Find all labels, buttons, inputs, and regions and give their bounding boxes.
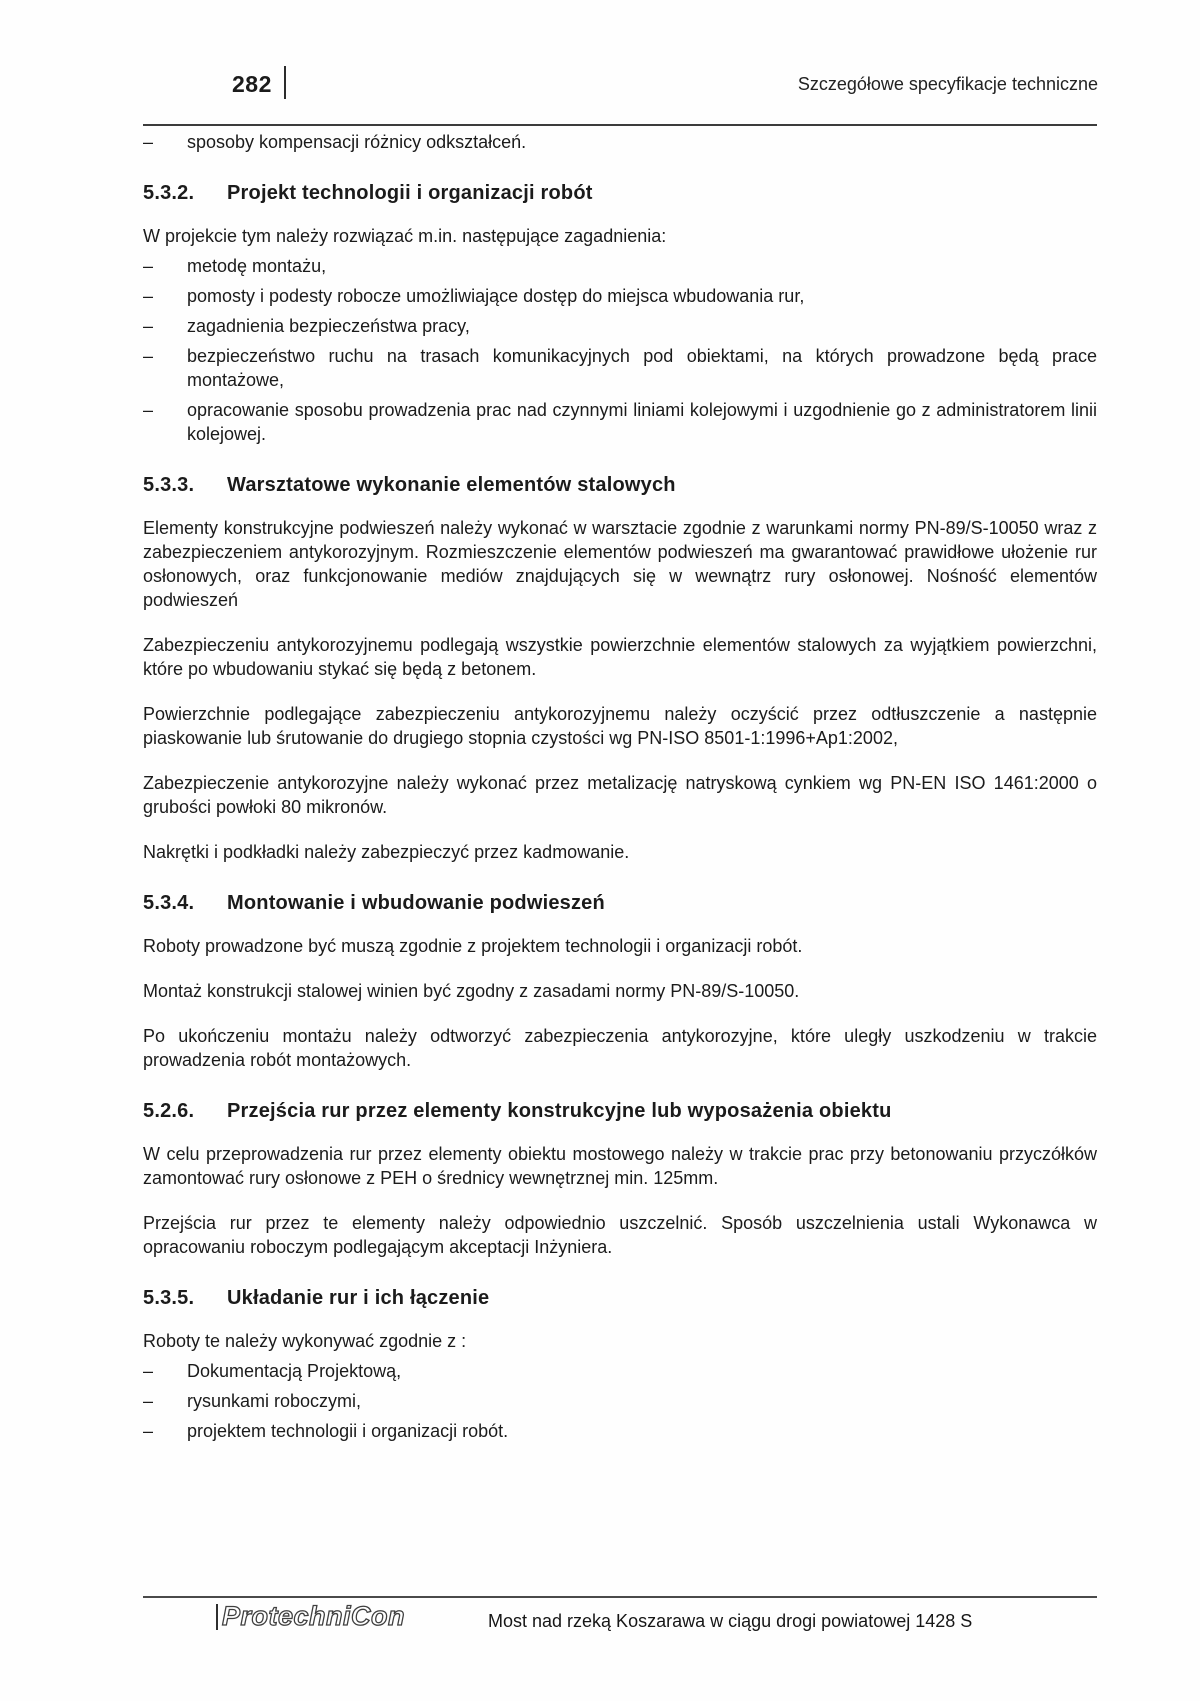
list-item	[143, 284, 1097, 308]
section-title: Przejścia rur przez elementy konstrukcyjne lub wyposażenia obiektu	[227, 1100, 892, 1122]
document-body	[143, 0, 1097, 1464]
dash-bullet: –	[143, 316, 154, 336]
list-item-text: bezpieczeństwo ruchu na trasach komunikacyjnych pod obiektami, na których prowadzone będą prace montażowe,	[187, 346, 1097, 390]
dash-bullet: –	[143, 256, 154, 276]
dash-bullet: –	[143, 1361, 154, 1381]
list-item	[143, 1389, 1097, 1413]
paragraph: Nakrętki i podkładki należy zabezpieczyć przez kadmowanie.	[143, 842, 630, 862]
section-heading	[143, 472, 1097, 498]
list-item-text: zagadnienia bezpieczeństwa pracy,	[187, 316, 470, 336]
paragraph: Powierzchnie podlegające zabezpieczeniu antykorozyjnemu należy oczyścić przez odtłuszczenie a następnie piaskowanie lub śrutowanie do drugiego stopnia czystości wg PN-ISO 8501-1:1996+Ap1:2002,	[143, 704, 1097, 748]
list-item-text: projektem technologii i organizacji robót.	[187, 1421, 509, 1441]
paragraph: Po ukończeniu montażu należy odtworzyć zabezpieczenia antykorozyjne, które uległy uszkodzeniu w trakcie prowadzenia robót montażowych.	[143, 1026, 1097, 1070]
list-item	[143, 1359, 1097, 1383]
dash-bullet: –	[143, 400, 154, 420]
section-heading	[143, 180, 1097, 206]
dash-bullet: –	[143, 1391, 154, 1411]
list-item	[143, 344, 1097, 392]
dash-bullet: –	[143, 132, 154, 152]
section-title: Warsztatowe wykonanie elementów stalowych	[227, 474, 676, 496]
section-number: 5.3.3.	[143, 474, 195, 496]
company-logo: ProtechniCon	[222, 1601, 406, 1631]
paragraph: Elementy konstrukcyjne podwieszeń należy wykonać w warsztacie zgodnie z warunkami normy PN-89/S-10050 wraz z zabezpieczeniem antykorozyjnym. Rozmieszczenie elementów podwieszeń ma gwarantować prawidłowe ułożenie rur osłonowych, oraz funkcjonowanie mediów znajdujących się w wewnątrz rury osłonowej. Nośność elementów podwieszeń	[143, 518, 1097, 610]
list-item-text: Dokumentacją Projektową,	[187, 1361, 402, 1381]
section-heading	[143, 1285, 1097, 1311]
footer-project-title: Most nad rzeką Koszarawa w ciągu drogi powiatowej 1428 S	[488, 1611, 973, 1631]
dash-list	[143, 254, 1097, 446]
footer-rule	[143, 1596, 1097, 1598]
section-title: Układanie rur i ich łączenie	[227, 1287, 490, 1309]
list-item-text: sposoby kompensacji różnicy odkształceń.	[187, 132, 527, 152]
list-item	[143, 314, 1097, 338]
list-item	[143, 254, 1097, 278]
section-number: 5.3.5.	[143, 1287, 195, 1309]
list-item-text: rysunkami roboczymi,	[187, 1391, 362, 1411]
paragraph: Montaż konstrukcji stalowej winien być zgodny z zasadami normy PN-89/S-10050.	[143, 981, 800, 1001]
list-item-text: pomosty i podesty robocze umożliwiające dostęp do miejsca wbudowania rur,	[187, 286, 805, 306]
logo-divider-bar	[216, 1604, 218, 1630]
section-title: Montowanie i wbudowanie podwieszeń	[227, 892, 605, 914]
list-item	[143, 130, 1097, 154]
section-title: Projekt technologii i organizacji robót	[227, 182, 593, 204]
page-number: 282	[232, 71, 272, 97]
section-number: 5.3.4.	[143, 892, 195, 914]
paragraph: Przejścia rur przez te elementy należy odpowiednio uszczelnić. Sposób uszczelnienia ustali Wykonawca w opracowaniu roboczym podlegającym akceptacji Inżyniera.	[143, 1213, 1097, 1257]
list-item-text: opracowanie sposobu prowadzenia prac nad czynnymi liniami kolejowymi i uzgodnienie go z administratorem linii kolejowej.	[187, 400, 1097, 444]
section-number: 5.2.6.	[143, 1100, 195, 1122]
header-title: Szczegółowe specyfikacje techniczne	[797, 74, 1098, 94]
dash-list	[143, 1359, 1097, 1443]
section-number: 5.3.2.	[143, 182, 195, 204]
dash-bullet: –	[143, 1421, 154, 1441]
paragraph: Zabezpieczenie antykorozyjne należy wykonać przez metalizację natryskową cynkiem wg PN-EN ISO 1461:2000 o grubości powłoki 80 mikronów.	[143, 773, 1097, 817]
list-item-text: metodę montażu,	[187, 256, 327, 276]
section-heading	[143, 890, 1097, 916]
paragraph: Roboty prowadzone być muszą zgodnie z projektem technologii i organizacji robót.	[143, 936, 803, 956]
paragraph: W celu przeprowadzenia rur przez elementy obiektu mostowego należy w trakcie prac przy betonowaniu przyczółków zamontować rury osłonowe z PEH o średnicy wewnętrznej min. 125mm.	[143, 1144, 1097, 1188]
dash-bullet: –	[143, 286, 154, 306]
paragraph: W projekcie tym należy rozwiązać m.in. następujące zagadnienia:	[143, 226, 667, 246]
dash-bullet: –	[143, 346, 154, 366]
list-item	[143, 398, 1097, 446]
paragraph: Zabezpieczeniu antykorozyjnemu podlegają wszystkie powierzchnie elementów stalowych za wyjątkiem powierzchni, które po wbudowaniu stykać się będą z betonem.	[143, 635, 1097, 679]
section-heading	[143, 1098, 1097, 1124]
paragraph: Roboty te należy wykonywać zgodnie z :	[143, 1331, 467, 1351]
list-item	[143, 1419, 1097, 1443]
